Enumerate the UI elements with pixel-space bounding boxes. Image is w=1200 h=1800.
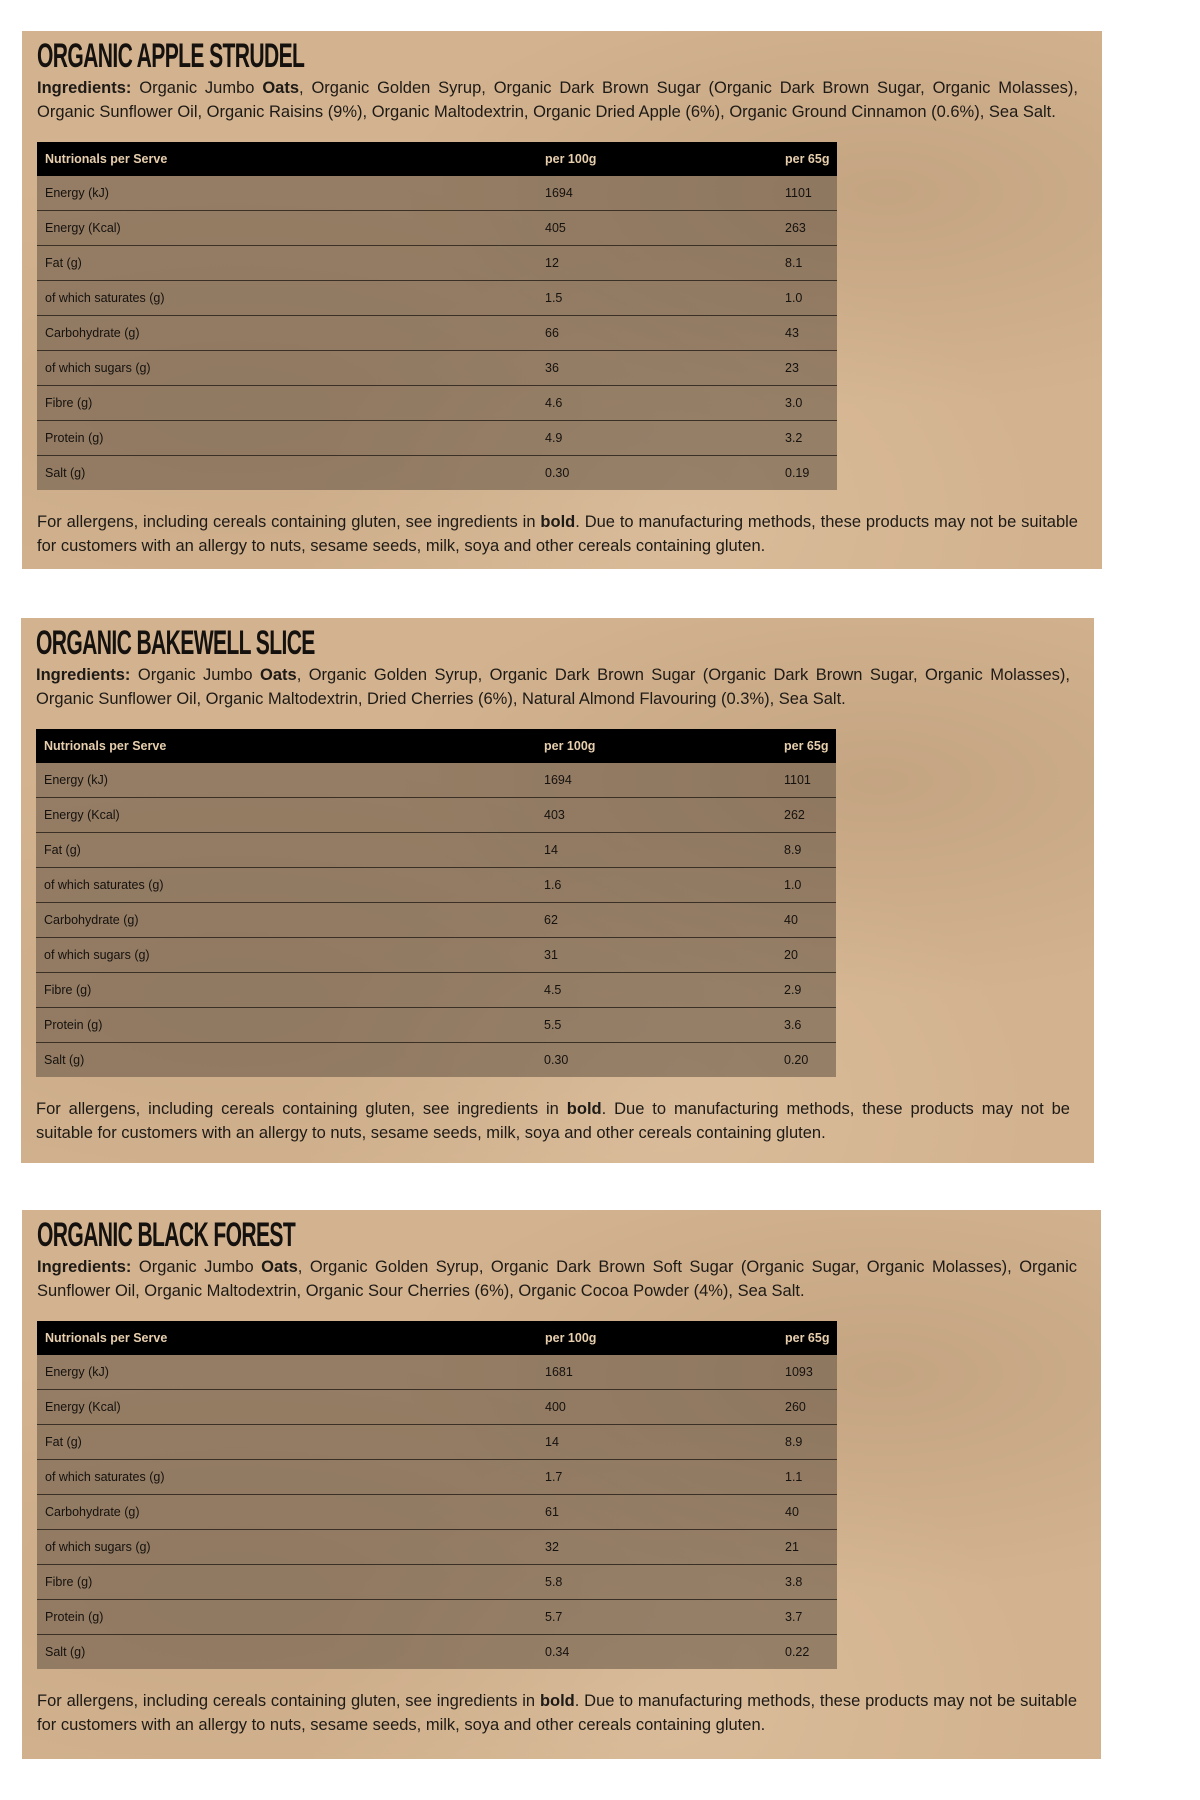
value-per-100g: 4.9 bbox=[537, 421, 777, 456]
nutrition-row bbox=[37, 421, 837, 456]
value-per-100g: 1694 bbox=[536, 763, 776, 798]
product-panel bbox=[22, 31, 1102, 569]
value-per-100g: 14 bbox=[536, 833, 776, 868]
col-header-name: Nutrionals per Serve bbox=[37, 1321, 537, 1355]
nutrition-row bbox=[37, 456, 837, 491]
value-per-65g: 1101 bbox=[777, 176, 837, 211]
value-per-100g: 0.30 bbox=[536, 1043, 776, 1078]
nutrient-name: of which sugars (g) bbox=[37, 1530, 537, 1565]
nutrition-row bbox=[37, 351, 837, 386]
value-per-100g: 1681 bbox=[537, 1355, 777, 1390]
product-panel bbox=[22, 1210, 1101, 1759]
value-per-100g: 12 bbox=[537, 246, 777, 281]
col-header-name: Nutrionals per Serve bbox=[36, 729, 536, 763]
product-title: ORGANIC BLACK FOREST bbox=[37, 1216, 296, 1254]
value-per-65g: 3.7 bbox=[777, 1600, 837, 1635]
nutrient-name: Protein (g) bbox=[37, 421, 537, 456]
value-per-100g: 400 bbox=[537, 1390, 777, 1425]
nutrient-name: Salt (g) bbox=[36, 1043, 536, 1078]
nutrition-row bbox=[36, 1043, 836, 1078]
value-per-100g: 32 bbox=[537, 1530, 777, 1565]
value-per-65g: 40 bbox=[776, 903, 836, 938]
value-per-65g: 20 bbox=[776, 938, 836, 973]
value-per-100g: 0.34 bbox=[537, 1635, 777, 1670]
ingredients-text: Ingredients: Organic Jumbo Oats, Organic Golden Syrup, Organic Dark Brown Sugar (Organic Dark Brown Sugar, Organic Molasses), Organic Sunflower Oil, Organic Raisins (9%), Organic Maltodextrin, Organic Dried Apple (6%), Organic Ground Cinnamon (0.6%), Sea Salt. bbox=[37, 79, 1078, 121]
value-per-65g: 8.9 bbox=[776, 833, 836, 868]
nutrient-name: Fibre (g) bbox=[37, 386, 537, 421]
value-per-100g: 1.6 bbox=[536, 868, 776, 903]
nutrition-row bbox=[36, 1008, 836, 1043]
nutrition-table bbox=[37, 1321, 837, 1669]
nutrition-row bbox=[36, 833, 836, 868]
allergen-notice: For allergens, including cereals containing gluten, see ingredients in bold. Due to manufacturing methods, these products may not be suitable for customers with an allergy to nuts, sesame seeds, milk, soya and other cereals containing gluten. bbox=[37, 1692, 1077, 1734]
value-per-65g: 43 bbox=[777, 316, 837, 351]
value-per-65g: 0.19 bbox=[777, 456, 837, 491]
nutrient-name: Carbohydrate (g) bbox=[37, 316, 537, 351]
value-per-65g: 263 bbox=[777, 211, 837, 246]
col-header-100g: per 100g bbox=[537, 142, 777, 176]
value-per-100g: 66 bbox=[537, 316, 777, 351]
value-per-100g: 0.30 bbox=[537, 456, 777, 491]
value-per-65g: 3.6 bbox=[776, 1008, 836, 1043]
nutrition-row bbox=[36, 973, 836, 1008]
value-per-65g: 1093 bbox=[777, 1355, 837, 1390]
nutrient-name: Energy (kJ) bbox=[36, 763, 536, 798]
value-per-100g: 5.8 bbox=[537, 1565, 777, 1600]
nutrient-name: of which saturates (g) bbox=[36, 868, 536, 903]
nutrition-row bbox=[37, 1425, 837, 1460]
nutrient-name: Salt (g) bbox=[37, 1635, 537, 1670]
value-per-100g: 62 bbox=[536, 903, 776, 938]
ingredients-label: Ingredients: bbox=[36, 666, 131, 684]
value-per-100g: 1.7 bbox=[537, 1460, 777, 1495]
nutrition-row bbox=[37, 1600, 837, 1635]
nutrition-row bbox=[37, 281, 837, 316]
value-per-100g: 31 bbox=[536, 938, 776, 973]
nutrient-name: Fat (g) bbox=[37, 1425, 537, 1460]
nutrient-name: of which sugars (g) bbox=[37, 351, 537, 386]
value-per-65g: 21 bbox=[777, 1530, 837, 1565]
value-per-65g: 40 bbox=[777, 1495, 837, 1530]
nutrient-name: Protein (g) bbox=[37, 1600, 537, 1635]
value-per-65g: 3.8 bbox=[777, 1565, 837, 1600]
nutrient-name: Energy (kJ) bbox=[37, 176, 537, 211]
nutrition-row bbox=[37, 1530, 837, 1565]
table-header bbox=[37, 142, 837, 176]
allergen-oats: Oats bbox=[260, 666, 297, 684]
value-per-65g: 3.2 bbox=[777, 421, 837, 456]
nutrient-name: of which saturates (g) bbox=[37, 1460, 537, 1495]
nutrient-name: of which sugars (g) bbox=[36, 938, 536, 973]
ingredients-text: Ingredients: Organic Jumbo Oats, Organic Golden Syrup, Organic Dark Brown Sugar (Organic Dark Brown Sugar, Organic Molasses), Organic Sunflower Oil, Organic Maltodextrin, Dried Cherries (6%), Natural Almond Flavouring (0.3%), Sea Salt. bbox=[36, 666, 1070, 708]
nutrient-name: Fibre (g) bbox=[37, 1565, 537, 1600]
value-per-65g: 1.0 bbox=[777, 281, 837, 316]
allergen-notice: For allergens, including cereals containing gluten, see ingredients in bold. Due to manufacturing methods, these products may not be suitable for customers with an allergy to nuts, sesame seeds, milk, soya and other cereals containing gluten. bbox=[36, 1100, 1070, 1142]
ingredients-label: Ingredients: bbox=[37, 79, 132, 97]
value-per-100g: 405 bbox=[537, 211, 777, 246]
value-per-100g: 1694 bbox=[537, 176, 777, 211]
value-per-100g: 61 bbox=[537, 1495, 777, 1530]
table-header bbox=[36, 729, 836, 763]
value-per-65g: 0.20 bbox=[776, 1043, 836, 1078]
col-header-100g: per 100g bbox=[537, 1321, 777, 1355]
value-per-65g: 23 bbox=[777, 351, 837, 386]
nutrient-name: Protein (g) bbox=[36, 1008, 536, 1043]
nutrition-row bbox=[37, 386, 837, 421]
value-per-65g: 0.22 bbox=[777, 1635, 837, 1670]
nutrition-row bbox=[37, 1635, 837, 1670]
product-title: ORGANIC APPLE STRUDEL bbox=[37, 37, 305, 75]
nutrient-name: Energy (Kcal) bbox=[37, 211, 537, 246]
nutrient-name: of which saturates (g) bbox=[37, 281, 537, 316]
nutrition-row bbox=[36, 868, 836, 903]
nutrient-name: Carbohydrate (g) bbox=[37, 1495, 537, 1530]
value-per-100g: 5.5 bbox=[536, 1008, 776, 1043]
product-panel bbox=[21, 618, 1094, 1163]
nutrient-name: Fat (g) bbox=[36, 833, 536, 868]
table-header bbox=[37, 1321, 837, 1355]
nutrient-name: Carbohydrate (g) bbox=[36, 903, 536, 938]
nutrition-table bbox=[37, 142, 837, 490]
value-per-65g: 3.0 bbox=[777, 386, 837, 421]
nutrition-row bbox=[36, 798, 836, 833]
value-per-100g: 4.6 bbox=[537, 386, 777, 421]
value-per-100g: 1.5 bbox=[537, 281, 777, 316]
col-header-name: Nutrionals per Serve bbox=[37, 142, 537, 176]
col-header-65g: per 65g bbox=[777, 1321, 837, 1355]
product-title: ORGANIC BAKEWELL SLICE bbox=[36, 624, 315, 662]
nutrient-name: Fibre (g) bbox=[36, 973, 536, 1008]
nutrient-name: Fat (g) bbox=[37, 246, 537, 281]
value-per-100g: 36 bbox=[537, 351, 777, 386]
value-per-65g: 262 bbox=[776, 798, 836, 833]
nutrient-name: Energy (kJ) bbox=[37, 1355, 537, 1390]
nutrient-name: Salt (g) bbox=[37, 456, 537, 491]
value-per-100g: 5.7 bbox=[537, 1600, 777, 1635]
value-per-65g: 1.1 bbox=[777, 1460, 837, 1495]
value-per-65g: 8.9 bbox=[777, 1425, 837, 1460]
nutrition-row bbox=[37, 1495, 837, 1530]
nutrition-table bbox=[36, 729, 836, 1077]
nutrition-row bbox=[37, 1565, 837, 1600]
value-per-65g: 260 bbox=[777, 1390, 837, 1425]
nutrient-name: Energy (Kcal) bbox=[36, 798, 536, 833]
nutrition-row bbox=[37, 211, 837, 246]
nutrient-name: Energy (Kcal) bbox=[37, 1390, 537, 1425]
nutrition-row bbox=[36, 763, 836, 798]
allergen-notice: For allergens, including cereals containing gluten, see ingredients in bold. Due to manufacturing methods, these products may not be suitable for customers with an allergy to nuts, sesame seeds, milk, soya and other cereals containing gluten. bbox=[37, 513, 1078, 555]
value-per-65g: 8.1 bbox=[777, 246, 837, 281]
nutrition-row bbox=[37, 246, 837, 281]
nutrition-row bbox=[37, 1355, 837, 1390]
value-per-65g: 1101 bbox=[776, 763, 836, 798]
nutrition-row bbox=[36, 903, 836, 938]
nutrition-row bbox=[37, 176, 837, 211]
col-header-65g: per 65g bbox=[777, 142, 837, 176]
value-per-100g: 4.5 bbox=[536, 973, 776, 1008]
ingredients-text: Ingredients: Organic Jumbo Oats, Organic Golden Syrup, Organic Dark Brown Soft Sugar (Organic Sugar, Organic Molasses), Organic Sunflower Oil, Organic Maltodextrin, Organic Sour Cherries (6%), Organic Cocoa Powder (4%), Sea Salt. bbox=[37, 1258, 1077, 1300]
nutrition-row bbox=[37, 316, 837, 351]
col-header-65g: per 65g bbox=[776, 729, 836, 763]
value-per-100g: 403 bbox=[536, 798, 776, 833]
allergen-oats: Oats bbox=[261, 1258, 298, 1276]
value-per-65g: 2.9 bbox=[776, 973, 836, 1008]
value-per-65g: 1.0 bbox=[776, 868, 836, 903]
value-per-100g: 14 bbox=[537, 1425, 777, 1460]
nutrition-row bbox=[37, 1390, 837, 1425]
col-header-100g: per 100g bbox=[536, 729, 776, 763]
allergen-oats: Oats bbox=[262, 79, 300, 97]
nutrition-row bbox=[36, 938, 836, 973]
ingredients-label: Ingredients: bbox=[37, 1258, 132, 1276]
nutrition-row bbox=[37, 1460, 837, 1495]
